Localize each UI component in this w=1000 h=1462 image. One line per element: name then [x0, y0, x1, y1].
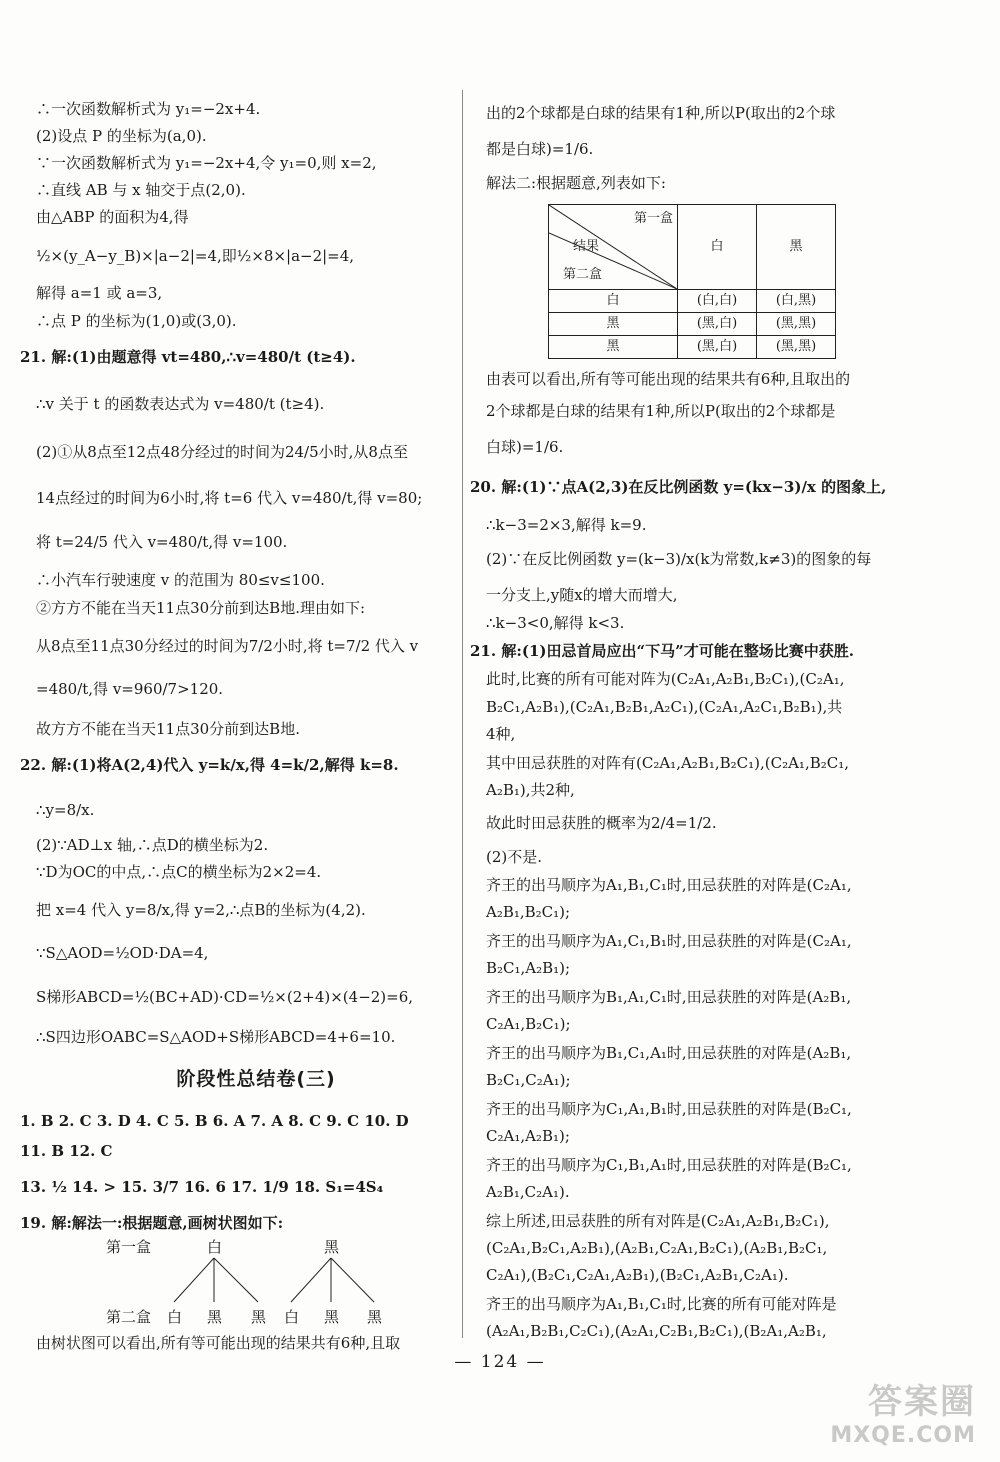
table-cell: (黑,黑): [757, 336, 836, 359]
text-line: 此时,比赛的所有可能对阵为(C₂A₁,A₂B₁,B₂C₁),(C₂A₁,: [486, 670, 845, 688]
table-cell: (白,白): [678, 290, 757, 313]
text-line: 把 x=4 代入 y=8/x,得 y=2,∴点B的坐标为(4,2).: [36, 901, 366, 919]
text-line: ∴k−3=2×3,解得 k=9.: [486, 516, 647, 534]
tree-leaf: 白: [284, 1308, 300, 1326]
text-line: 一分支上,y随x的增大而增大,: [486, 586, 678, 604]
page-number: — 124 —: [454, 1352, 546, 1372]
table-cell: (白,黑): [757, 290, 836, 313]
text-line: A₂B₁,C₂A₁).: [486, 1183, 570, 1201]
section-heading: 阶段性总结卷(三): [176, 1068, 336, 1090]
table-col-header: 黑: [757, 205, 836, 290]
tree-node: 白: [207, 1238, 223, 1256]
text-line: (C₂A₁,B₂C₁,A₂B₁),(A₂B₁,C₂A₁,B₂C₁),(A₂B₁,B₂C₁,: [486, 1239, 828, 1257]
text-line: 齐王的出马顺序为A₁,B₁,C₁时,田忌获胜的对阵是(C₂A₁,: [486, 876, 852, 894]
text-line: 出的2个球都是白球的结果有1种,所以P(取出的2个球: [486, 104, 836, 122]
corner-bottom: 第二盒: [563, 267, 603, 283]
text-line: 其中田忌获胜的对阵有(C₂A₁,A₂B₁,B₂C₁),(C₂A₁,B₂C₁,: [486, 754, 850, 772]
text-line: ∴一次函数解析式为 y₁=−2x+4.: [36, 100, 261, 118]
table-cell: (黑,黑): [757, 313, 836, 336]
text-line: ∴S四边形OABC=S△AOD+S梯形ABCD=4+6=10.: [36, 1028, 396, 1046]
text-line: ∴k−3<0,解得 k<3.: [486, 614, 625, 632]
text-line: 由表可以看出,所有等可能出现的结果共有6种,且取出的: [486, 370, 851, 388]
question-19: 19. 解:解法一:根据题意,画树状图如下:: [20, 1214, 284, 1232]
text-line: 齐王的出马顺序为B₁,A₁,C₁时,田忌获胜的对阵是(A₂B₁,: [486, 988, 852, 1006]
text-line: C₂A₁),(B₂C₁,C₂A₁,A₂B₁),(B₂C₁,A₂B₁,C₂A₁).: [486, 1266, 789, 1284]
table-cell: (黑,白): [678, 336, 757, 359]
text-line: S梯形ABCD=½(BC+AD)·CD=½×(2+4)×(4−2)=6,: [36, 988, 414, 1006]
text-line: (2)∵在反比例函数 y=(k−3)/x(k为常数,k≠3)的图象的每: [486, 550, 872, 568]
result-table: [548, 204, 836, 359]
answer-line: 11. B 12. C: [20, 1142, 113, 1160]
text-line: 4种,: [486, 725, 516, 743]
tree-node: 黑: [324, 1238, 340, 1256]
text-line: 都是白球)=1/6.: [486, 140, 594, 158]
text-line: 白球)=1/6.: [486, 438, 564, 456]
table-col-header: 白: [678, 205, 757, 290]
text-line: ∴v 关于 t 的函数表达式为 v=480/t (t≥4).: [36, 395, 325, 413]
question-22: 22. 解:(1)将A(2,4)代入 y=k/x,得 4=k/2,解得 k=8.: [20, 756, 399, 774]
answer-line: 13. ½ 14. > 15. 3/7 16. 6 17. 1/9 18. S₁=4S₄: [20, 1178, 384, 1196]
table-row-label: 黑: [549, 336, 678, 359]
text-line: 齐王的出马顺序为B₁,C₁,A₁时,田忌获胜的对阵是(A₂B₁,: [486, 1044, 852, 1062]
text-line: 解得 a=1 或 a=3,: [36, 284, 163, 302]
column-divider: [462, 90, 463, 1338]
text-line: ∵S△AOD=½OD·DA=4,: [36, 944, 209, 962]
corner-top: 第一盒: [633, 211, 673, 226]
text-line: 齐王的出马顺序为C₁,B₁,A₁时,田忌获胜的对阵是(B₂C₁,: [486, 1156, 852, 1174]
table-row-label: 黑: [549, 313, 678, 336]
text-line: 故此时田忌获胜的概率为2/4=1/2.: [486, 814, 717, 832]
text-line: 齐王的出马顺序为A₁,C₁,B₁时,田忌获胜的对阵是(C₂A₁,: [486, 932, 852, 950]
tree-leaf: 黑: [251, 1308, 267, 1326]
question-20: 20. 解:(1)∵点A(2,3)在反比例函数 y=(kx−3)/x 的图象上,: [470, 478, 887, 496]
text-line: ∴直线 AB 与 x 轴交于点(2,0).: [36, 181, 246, 199]
text-line: B₂C₁,C₂A₁);: [486, 1071, 571, 1089]
text-line: B₂C₁,A₂B₁),(C₂A₁,B₂B₁,A₂C₁),(C₂A₁,A₂C₁,B₂B₁),共: [486, 698, 843, 716]
text-line: 2个球都是白球的结果有1种,所以P(取出的2个球都是: [486, 402, 836, 420]
text-line: 将 t=24/5 代入 v=480/t,得 v=100.: [36, 533, 288, 551]
text-line: 齐王的出马顺序为A₁,B₁,C₁时,比赛的所有可能对阵是: [486, 1295, 837, 1313]
text-line: ∴点 P 的坐标为(1,0)或(3,0).: [36, 312, 237, 330]
text-line: 14点经过的时间为6小时,将 t=6 代入 v=480/t,得 v=80;: [36, 489, 423, 507]
text-line: C₂A₁,A₂B₁);: [486, 1127, 570, 1145]
tree-label-box2: 第二盒: [106, 1308, 152, 1326]
text-line: ∴小汽车行驶速度 v 的范围为 80≤v≤100.: [36, 571, 325, 589]
tree-label-box1: 第一盒: [106, 1238, 152, 1256]
table-cell: (黑,白): [678, 313, 757, 336]
text-line: ∴y=8/x.: [36, 801, 95, 819]
text-line: 故方方不能在当天11点30分前到达B地.: [36, 720, 300, 738]
watermark-logo: [756, 1382, 976, 1454]
answer-line: 1. B 2. C 3. D 4. C 5. B 6. A 7. A 8. C 9. C 10. D: [20, 1112, 409, 1130]
text-line: A₂B₁),共2种,: [486, 781, 575, 799]
text-line: =480/t,得 v=960/7>120.: [36, 680, 224, 698]
tree-leaf: 黑: [324, 1308, 340, 1326]
text-line: ∵一次函数解析式为 y₁=−2x+4,令 y₁=0,则 x=2,: [36, 154, 377, 172]
text-line: 综上所述,田忌获胜的所有对阵是(C₂A₁,A₂B₁,B₂C₁),: [486, 1212, 830, 1230]
table-row-label: 白: [549, 290, 678, 313]
corner-mid: 结果: [573, 239, 600, 254]
table-corner: [549, 205, 678, 290]
question-21: 21. 解:(1)由题意得 vt=480,∴v=480/t (t≥4).: [20, 348, 356, 366]
text-line: ½×(y_A−y_B)×|a−2|=4,即½×8×|a−2|=4,: [36, 247, 355, 265]
text-line: 齐王的出马顺序为C₁,A₁,B₁时,田忌获胜的对阵是(B₂C₁,: [486, 1100, 852, 1118]
tree-leaf: 白: [167, 1308, 183, 1326]
text-line: (2)设点 P 的坐标为(a,0).: [36, 127, 207, 145]
text-line: C₂A₁,B₂C₁);: [486, 1015, 571, 1033]
text-line: 从8点至11点30分经过的时间为7/2小时,将 t=7/2 代入 v: [36, 637, 419, 655]
text-line: (2)①从8点至12点48分经过的时间为24/5小时,从8点至: [36, 443, 408, 461]
text-line: B₂C₁,A₂B₁);: [486, 959, 571, 977]
watermark-text: 答案圈: [868, 1382, 976, 1422]
text-line: (2)∵AD⊥x 轴,∴点D的横坐标为2.: [36, 836, 269, 854]
text-line: 由△ABP 的面积为4,得: [36, 208, 189, 226]
text-line: A₂B₁,B₂C₁);: [486, 903, 571, 921]
text-line: (A₂A₁,B₂B₁,C₂C₁),(A₂A₁,C₂B₁,B₂C₁),(B₂A₁,A₂B₁,: [486, 1322, 827, 1340]
text-line: ∵D为OC的中点,∴点C的横坐标为2×2=4.: [36, 863, 322, 881]
text-line: (2)不是.: [486, 848, 543, 866]
tree-leaf: 黑: [367, 1308, 383, 1326]
text-line: ②方方不能在当天11点30分前到达B地.理由如下:: [36, 599, 366, 617]
question-21-right: 21. 解:(1)田忌首局应出“下马”才可能在整场比赛中获胜.: [470, 642, 854, 660]
text-line: 解法二:根据题意,列表如下:: [486, 174, 666, 192]
text-line: 由树状图可以看出,所有等可能出现的结果共有6种,且取: [36, 1334, 401, 1352]
tree-leaf: 黑: [207, 1308, 223, 1326]
watermark-url: MXQE.COM: [830, 1422, 976, 1448]
